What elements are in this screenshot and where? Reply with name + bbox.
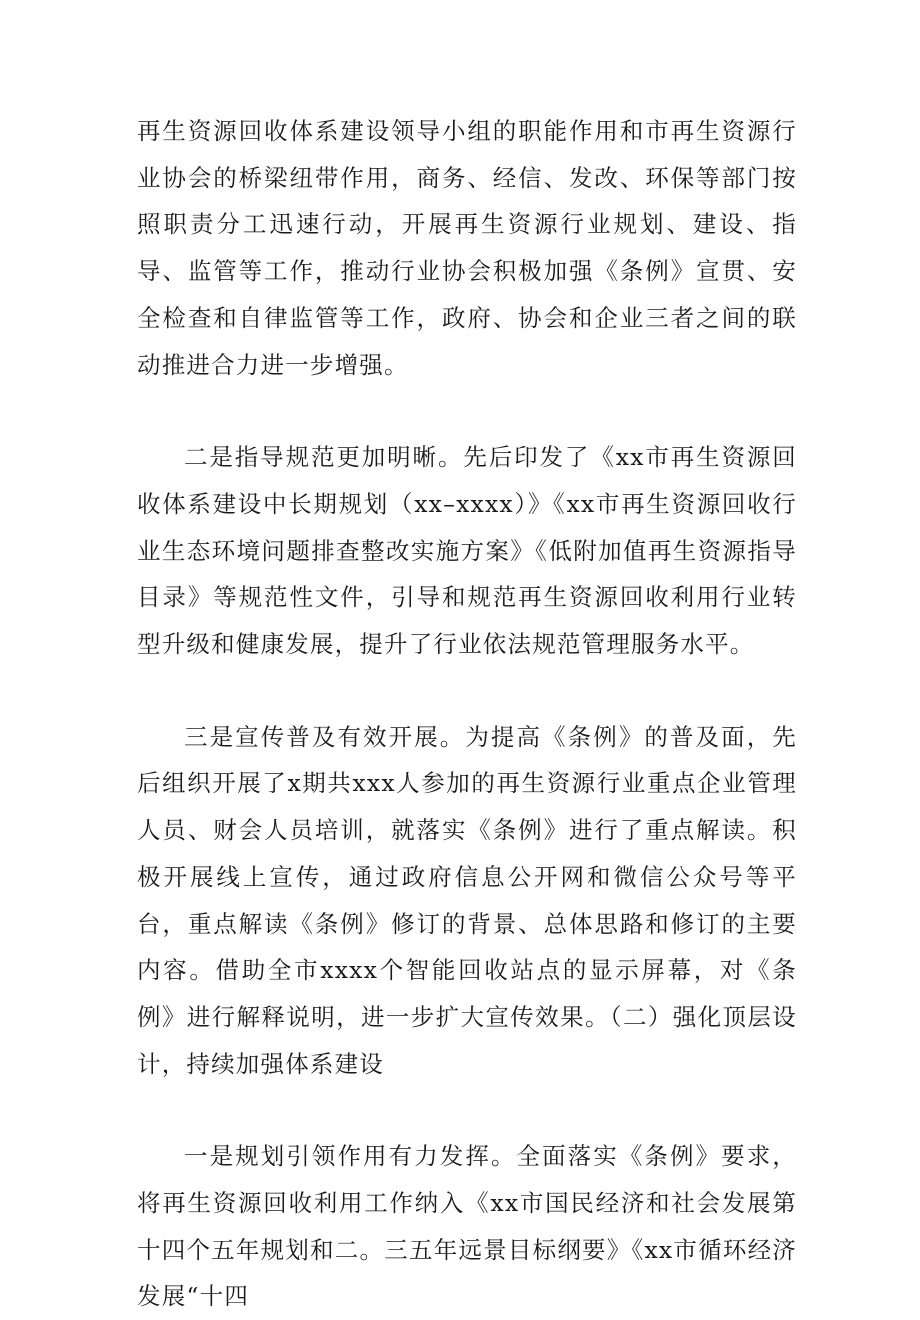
paragraph-2: 二是指导规范更加明晰。先后印发了《xx市再生资源回收体系建设中长期规划（xx–xxxx）》《xx市再生资源回收行业生态环境问题排查整改实施方案》《低附加值再生资源指导目录》等规范性文件，引导和规范再生资源回收利用行业转型升级和健康发展，提升了行业依法规范管理服务水平。 xyxy=(137,443,797,659)
paragraph-spacer xyxy=(137,668,797,714)
paragraph-4: 一是规划引领作用有力发挥。全面落实《条例》要求，将再生资源回收利用工作纳入《xx市国民经济和社会发展第十四个五年规划和二。三五年远景目标纲要》《xx市循环经济发展“十四 xyxy=(137,1142,797,1311)
paragraph-3: 三是宣传普及有效开展。为提高《条例》的普及面，先后组织开展了x期共xxx人参加的再生资源行业重点企业管理人员、财会人员培训，就落实《条例》进行了重点解读。积极开展线上宣传，通过政府信息公开网和微信公众号等平台，重点解读《条例》修订的背景、总体思路和修订的主要内容。借助全市xxxx个智能回收站点的显示屏幕，对《条例》进行解释说明，进一步扩大宣传效果。（二）强化顶层设计，持续加强体系建设 xyxy=(137,722,797,1078)
document-body xyxy=(137,108,797,1320)
paragraph-spacer xyxy=(137,1087,797,1133)
paragraph-spacer xyxy=(137,388,797,434)
paragraph-1: 再生资源回收体系建设领导小组的职能作用和市再生资源行业协会的桥梁纽带作用，商务、经信、发改、环保等部门按照职责分工迅速行动，开展再生资源行业规划、建设、指导、监管等工作，推动行业协会积极加强《条例》宣贯、安全检查和自律监管等工作，政府、协会和企业三者之间的联动推进合力进一步增强。 xyxy=(137,117,797,379)
